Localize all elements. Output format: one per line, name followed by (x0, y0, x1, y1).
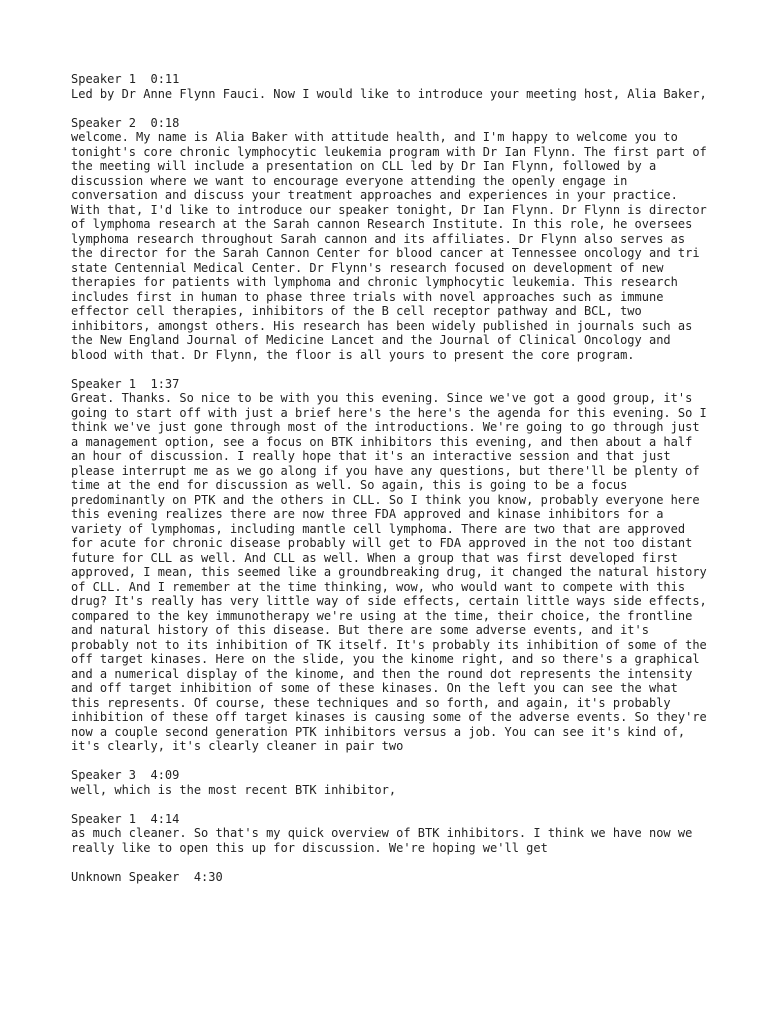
utterance-text: well, which is the most recent BTK inhibitor, (71, 782, 397, 797)
speaker-timestamp: Speaker 1 4:14 (71, 811, 180, 826)
utterance-text: as much cleaner. So that's my quick overview of BTK inhibitors. I think we have now we really like to open this up for discussion. We're hoping we'll get (71, 826, 700, 855)
speaker-timestamp: Speaker 1 1:37 (71, 376, 180, 391)
transcript-entry (71, 72, 711, 101)
transcript-entry (71, 870, 711, 885)
transcript-entry (71, 115, 714, 363)
speaker-timestamp: Speaker 1 0:11 (71, 72, 180, 86)
transcript (71, 72, 714, 899)
utterance-text: Led by Dr Anne Flynn Fauci. Now I would like to introduce your meeting host, Alia Baker, (71, 86, 707, 101)
speaker-timestamp: Speaker 3 4:09 (71, 768, 180, 782)
utterance-text: Great. Thanks. So nice to be with you this evening. Since we've got a good group, it's going to start off with just a brief here's the here's the agenda for this evening. So I think we've just gone through most of the introductions. We're going to go through just a management option, see a focus on BTK inhibitors this evening, and then about a half an hour of discussion. I really hope that it's an interactive session and that just please interrupt me as we go along if you have any questions, but there'll be plenty of time at the end for discussion as well. So again, this is going to be a focus predominantly on PTK and the others in CLL. So I think you know, probably everyone here this evening realizes there are now three FDA approved and kinase inhibitors for a variety of lymphomas, including mantle cell lymphoma. There are two that are approved for acute for chronic disease probably will get to FDA approved in the not too distant future for CLL as well. And CLL as well. When a group that was first developed first approved, I mean, this seemed like a groundbreaking drug, it changed the natural history of CLL. And I remember at the time thinking, wow, who would want to compete with this drug? It's really has very little way of side effects, certain little ways side effects, compared to the key immunotherapy we're using at the time, their choice, the frontline and natural history of this disease. But there are some adverse events, and it's probably not to its inhibition of TK itself. It's probably its inhibition of some of the off target kinases. Here on the slide, you the kinome right, and so there's a graphical and a numerical display of the kinome, and then the round dot represents the intensity and off target inhibition of some of these kinases. On the left you can see the what this represents. Of course, these techniques and so forth, and again, it's probably inhibition of these off target kinases is causing some of the adverse events. So they're now a couple second generation PTK inhibitors versus a job. You can see it's kind of, it's clearly, it's clearly cleaner in pair two (71, 391, 714, 753)
speaker-timestamp: Unknown Speaker 4:30 (71, 869, 223, 884)
utterance-text: welcome. My name is Alia Baker with attitude health, and I'm happy to welcome you to tonight's core chronic lymphocytic leukemia program with Dr Ian Flynn. The first part of the meeting will include a presentation on CLL led by Dr Ian Flynn, followed by a discussion where we want to encourage everyone attending the openly engage in conversation and discuss your treatment approaches and experiences in your practice. With that, I'd like to introduce our speaker tonight, Dr Ian Flynn. Dr Flynn is director of lymphoma research at the Sarah cannon Research Institute. In this role, he oversees lymphoma research throughout Sarah cannon and its affiliates. Dr Flynn also serves as the director for the Sarah Cannon Center for blood cancer at Tennessee oncology and tri state Centennial Medical Center. Dr Flynn's research focused on development of new therapies for patients with lymphoma and chronic lymphocytic leukemia. This research includes first in human to phase three trials with novel approaches such as immune effector cell therapies, inhibitors of the B cell receptor pathway and BCL, two inhibitors, amongst others. His research has been widely published in journals such as the New England Journal of Medicine Lancet and the Journal of Clinical Oncology and blood with that. Dr Flynn, the floor is all yours to present the core program. (71, 130, 714, 362)
transcript-entry (71, 812, 711, 856)
speaker-timestamp: Speaker 2 0:18 (71, 115, 180, 130)
transcript-entry (71, 768, 711, 797)
transcript-entry (71, 376, 714, 754)
